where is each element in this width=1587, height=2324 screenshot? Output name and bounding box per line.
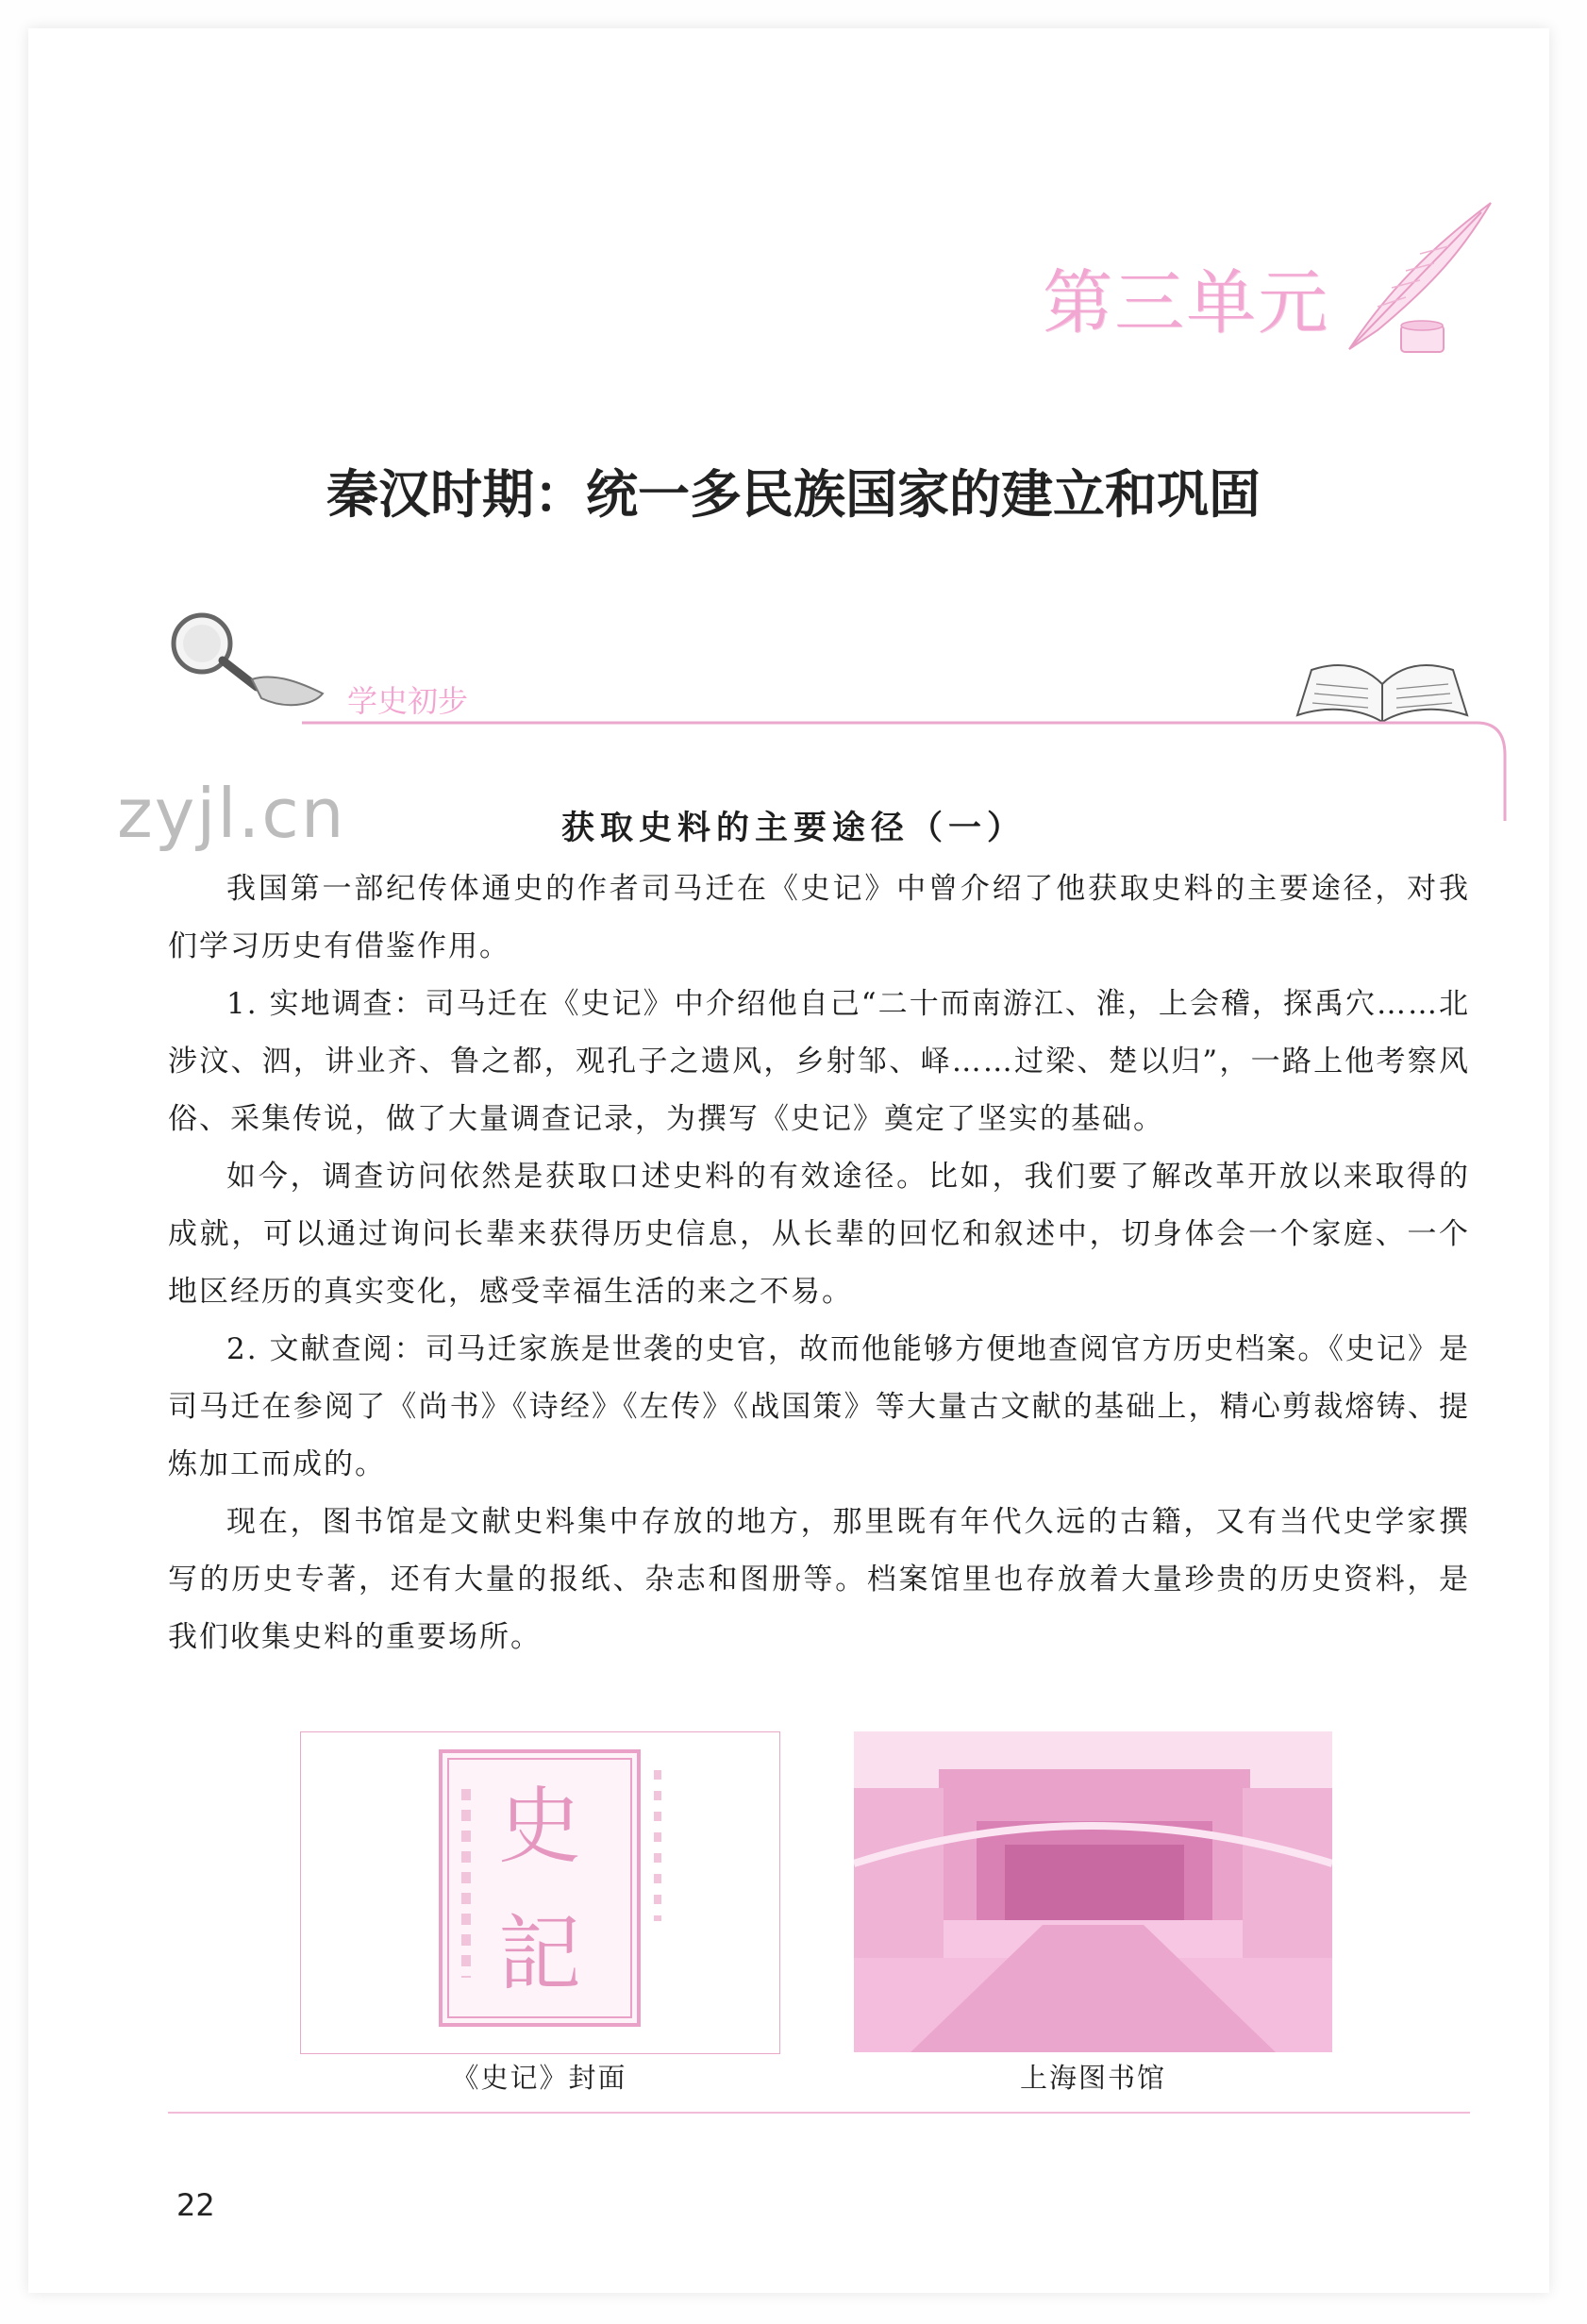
- figure-caption: 上海图书馆: [1019, 2062, 1166, 2094]
- paragraph: 如今，调查访问依然是获取口述史料的有效途径。比如，我们要了解改革开放以来取得的成就，可以通过询问长辈来获得历史信息，从长辈的回忆和叙述中，切身体会一个家庭、一个地区经历的真实变化，感受幸福生活的来之不易。: [168, 1160, 1470, 1309]
- cover-char-2: 記: [497, 1905, 582, 2002]
- paragraph: 我国第一部纪传体通史的作者司马迁在《史记》中曾介绍了他获取史料的主要途径，对我们学习历史有借鉴作用。: [168, 872, 1470, 963]
- paragraph: 1. 实地调查：司马迁在《史记》中介绍他自己“二十而南游江、淮，上会稽，探禹穴……北涉汶、泗，讲业齐、鲁之都，观孔子之遗风，乡射邹、峄……过梁、楚以归”，一路上他考察风俗、采集传说，做了大量调查记录，为撰写《史记》奠定了坚实的基础。: [168, 987, 1470, 1136]
- section-label: 学史初步: [347, 683, 469, 719]
- article-body: [168, 861, 1470, 1666]
- magnifying-glass-icon: [162, 604, 351, 717]
- footer-divider: [168, 2112, 1470, 2114]
- page-number: 22: [176, 2187, 215, 2223]
- quill-pen-icon: [1340, 193, 1500, 363]
- article-title: 获取史料的主要途径（一）: [560, 809, 1026, 847]
- paragraph: 2. 文献查阅：司马迁家族是世袭的史官，故而他能够方便地查阅官方历史档案。《史记》是司马迁在参阅了《尚书》《诗经》《左传》《战国策》等大量古文献的基础上，精心剪裁熔铸、提炼加工而成的。: [168, 1332, 1470, 1481]
- watermark: zyjl.cn: [117, 774, 346, 853]
- figure-caption: 《史记》封面: [451, 2062, 627, 2094]
- paragraph: 现在，图书馆是文献史料集中存放的地方，那里既有年代久远的古籍，又有当代史学家撰写的历史专著，还有大量的报纸、杂志和图册等。档案馆里也存放着大量珍贵的历史资料，是我们收集史料的重要场所。: [168, 1505, 1470, 1654]
- unit-title: 第三单元: [1043, 262, 1329, 343]
- shanghai-library-photo: [854, 1731, 1332, 2052]
- cover-char-1: 史: [497, 1778, 582, 1875]
- chapter-title: 秦汉时期：统一多民族国家的建立和巩固: [326, 464, 1261, 525]
- shiji-cover-image: [300, 1731, 780, 2054]
